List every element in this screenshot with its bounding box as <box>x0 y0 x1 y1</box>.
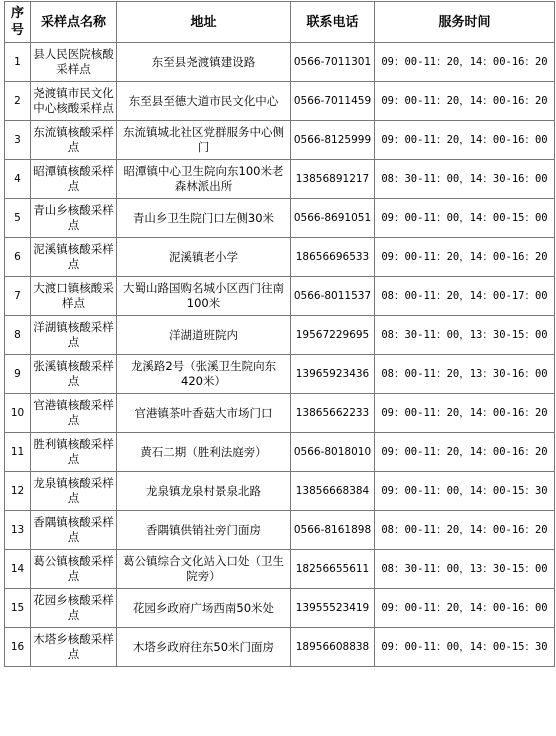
site-address: 泥溪镇老小学 <box>117 238 291 277</box>
row-number: 14 <box>5 550 31 589</box>
table-header-row <box>5 2 555 43</box>
table-row <box>5 394 555 433</box>
site-name: 东流镇核酸采样点 <box>31 121 117 160</box>
row-number: 3 <box>5 121 31 160</box>
site-phone: 18656696533 <box>291 238 375 277</box>
table-row <box>5 82 555 121</box>
site-name: 青山乡核酸采样点 <box>31 199 117 238</box>
table-row <box>5 43 555 82</box>
site-address: 大蜀山路国购名城小区西门往南100米 <box>117 277 291 316</box>
table-row <box>5 277 555 316</box>
service-hours: 09：00-11：00，14：00-15：30 <box>375 472 555 511</box>
site-phone: 13856891217 <box>291 160 375 199</box>
table-row <box>5 511 555 550</box>
site-name: 花园乡核酸采样点 <box>31 589 117 628</box>
row-number: 15 <box>5 589 31 628</box>
row-number: 10 <box>5 394 31 433</box>
site-address: 东流镇城北社区党群服务中心侧门 <box>117 121 291 160</box>
site-phone: 13865662233 <box>291 394 375 433</box>
site-address: 东至县尧渡镇建设路 <box>117 43 291 82</box>
site-phone: 0566-7011459 <box>291 82 375 121</box>
table-row <box>5 316 555 355</box>
site-name: 官港镇核酸采样点 <box>31 394 117 433</box>
service-hours: 08：00-11：20，14：00-17：00 <box>375 277 555 316</box>
table-row <box>5 472 555 511</box>
service-hours: 09：00-11：20，14：00-16：20 <box>375 433 555 472</box>
site-name: 香隅镇核酸采样点 <box>31 511 117 550</box>
site-phone: 19567229695 <box>291 316 375 355</box>
site-name: 葛公镇核酸采样点 <box>31 550 117 589</box>
site-name: 胜利镇核酸采样点 <box>31 433 117 472</box>
header-name: 采样点名称 <box>31 2 117 43</box>
service-hours: 09：00-11：00，14：00-15：00 <box>375 199 555 238</box>
site-name: 县人民医院核酸采样点 <box>31 43 117 82</box>
table-row <box>5 433 555 472</box>
table-row <box>5 199 555 238</box>
site-name: 泥溪镇核酸采样点 <box>31 238 117 277</box>
site-name: 木塔乡核酸采样点 <box>31 628 117 667</box>
row-number: 2 <box>5 82 31 121</box>
site-phone: 13856668384 <box>291 472 375 511</box>
row-number: 5 <box>5 199 31 238</box>
header-address: 地址 <box>117 2 291 43</box>
table-row <box>5 589 555 628</box>
site-name: 洋湖镇核酸采样点 <box>31 316 117 355</box>
table-row <box>5 121 555 160</box>
service-hours: 09：00-11：20，14：00-16：00 <box>375 589 555 628</box>
service-hours: 09：00-11：20，14：00-16：20 <box>375 82 555 121</box>
row-number: 11 <box>5 433 31 472</box>
service-hours: 08：00-11：20，14：00-16：20 <box>375 511 555 550</box>
row-number: 6 <box>5 238 31 277</box>
site-phone: 18956608838 <box>291 628 375 667</box>
site-address: 官港镇茶叶香菇大市场门口 <box>117 394 291 433</box>
site-name: 大渡口镇核酸采样点 <box>31 277 117 316</box>
table-row <box>5 550 555 589</box>
site-address: 黄石二期（胜利法庭旁） <box>117 433 291 472</box>
service-hours: 08：30-11：00，13：30-15：00 <box>375 316 555 355</box>
service-hours: 08：00-11：20，13：30-16：00 <box>375 355 555 394</box>
row-number: 7 <box>5 277 31 316</box>
service-hours: 08：30-11：00，13：30-15：00 <box>375 550 555 589</box>
row-number: 12 <box>5 472 31 511</box>
service-hours: 09：00-11：20，14：00-16：20 <box>375 43 555 82</box>
site-phone: 13955523419 <box>291 589 375 628</box>
site-name: 尧渡镇市民文化中心核酸采样点 <box>31 82 117 121</box>
site-name: 张溪镇核酸采样点 <box>31 355 117 394</box>
service-hours: 08：30-11：00，14：30-16：00 <box>375 160 555 199</box>
table-body <box>5 43 555 667</box>
service-hours: 09：00-11：20，14：00-16：20 <box>375 238 555 277</box>
site-address: 龙泉镇龙泉村景泉北路 <box>117 472 291 511</box>
row-number: 4 <box>5 160 31 199</box>
service-hours: 09：00-11：00，14：00-15：30 <box>375 628 555 667</box>
site-phone: 0566-8018010 <box>291 433 375 472</box>
table-row <box>5 355 555 394</box>
site-address: 龙溪路2号（张溪卫生院向东420米） <box>117 355 291 394</box>
site-phone: 0566-7011301 <box>291 43 375 82</box>
site-address: 洋湖道班院内 <box>117 316 291 355</box>
site-address: 东至县至德大道市民文化中心 <box>117 82 291 121</box>
table-row <box>5 628 555 667</box>
row-number: 16 <box>5 628 31 667</box>
site-phone: 18256655611 <box>291 550 375 589</box>
header-no: 序号 <box>5 2 31 43</box>
site-name: 昭潭镇核酸采样点 <box>31 160 117 199</box>
table-row <box>5 160 555 199</box>
row-number: 9 <box>5 355 31 394</box>
site-name: 龙泉镇核酸采样点 <box>31 472 117 511</box>
sampling-sites-table <box>4 1 555 667</box>
site-address: 青山乡卫生院门口左侧30米 <box>117 199 291 238</box>
header-phone: 联系电话 <box>291 2 375 43</box>
site-address: 香隅镇供销社旁门面房 <box>117 511 291 550</box>
site-address: 昭潭镇中心卫生院向东100米老森林派出所 <box>117 160 291 199</box>
service-hours: 09：00-11：20，14：00-16：00 <box>375 121 555 160</box>
site-phone: 0566-8161898 <box>291 511 375 550</box>
site-phone: 0566-8691051 <box>291 199 375 238</box>
header-hours: 服务时间 <box>375 2 555 43</box>
site-phone: 13965923436 <box>291 355 375 394</box>
row-number: 13 <box>5 511 31 550</box>
site-address: 花园乡政府广场西南50米处 <box>117 589 291 628</box>
service-hours: 09：00-11：20，14：00-16：20 <box>375 394 555 433</box>
row-number: 1 <box>5 43 31 82</box>
site-phone: 0566-8125999 <box>291 121 375 160</box>
table-row <box>5 238 555 277</box>
site-address: 木塔乡政府往东50米门面房 <box>117 628 291 667</box>
site-phone: 0566-8011537 <box>291 277 375 316</box>
site-address: 葛公镇综合文化站入口处（卫生院旁） <box>117 550 291 589</box>
row-number: 8 <box>5 316 31 355</box>
